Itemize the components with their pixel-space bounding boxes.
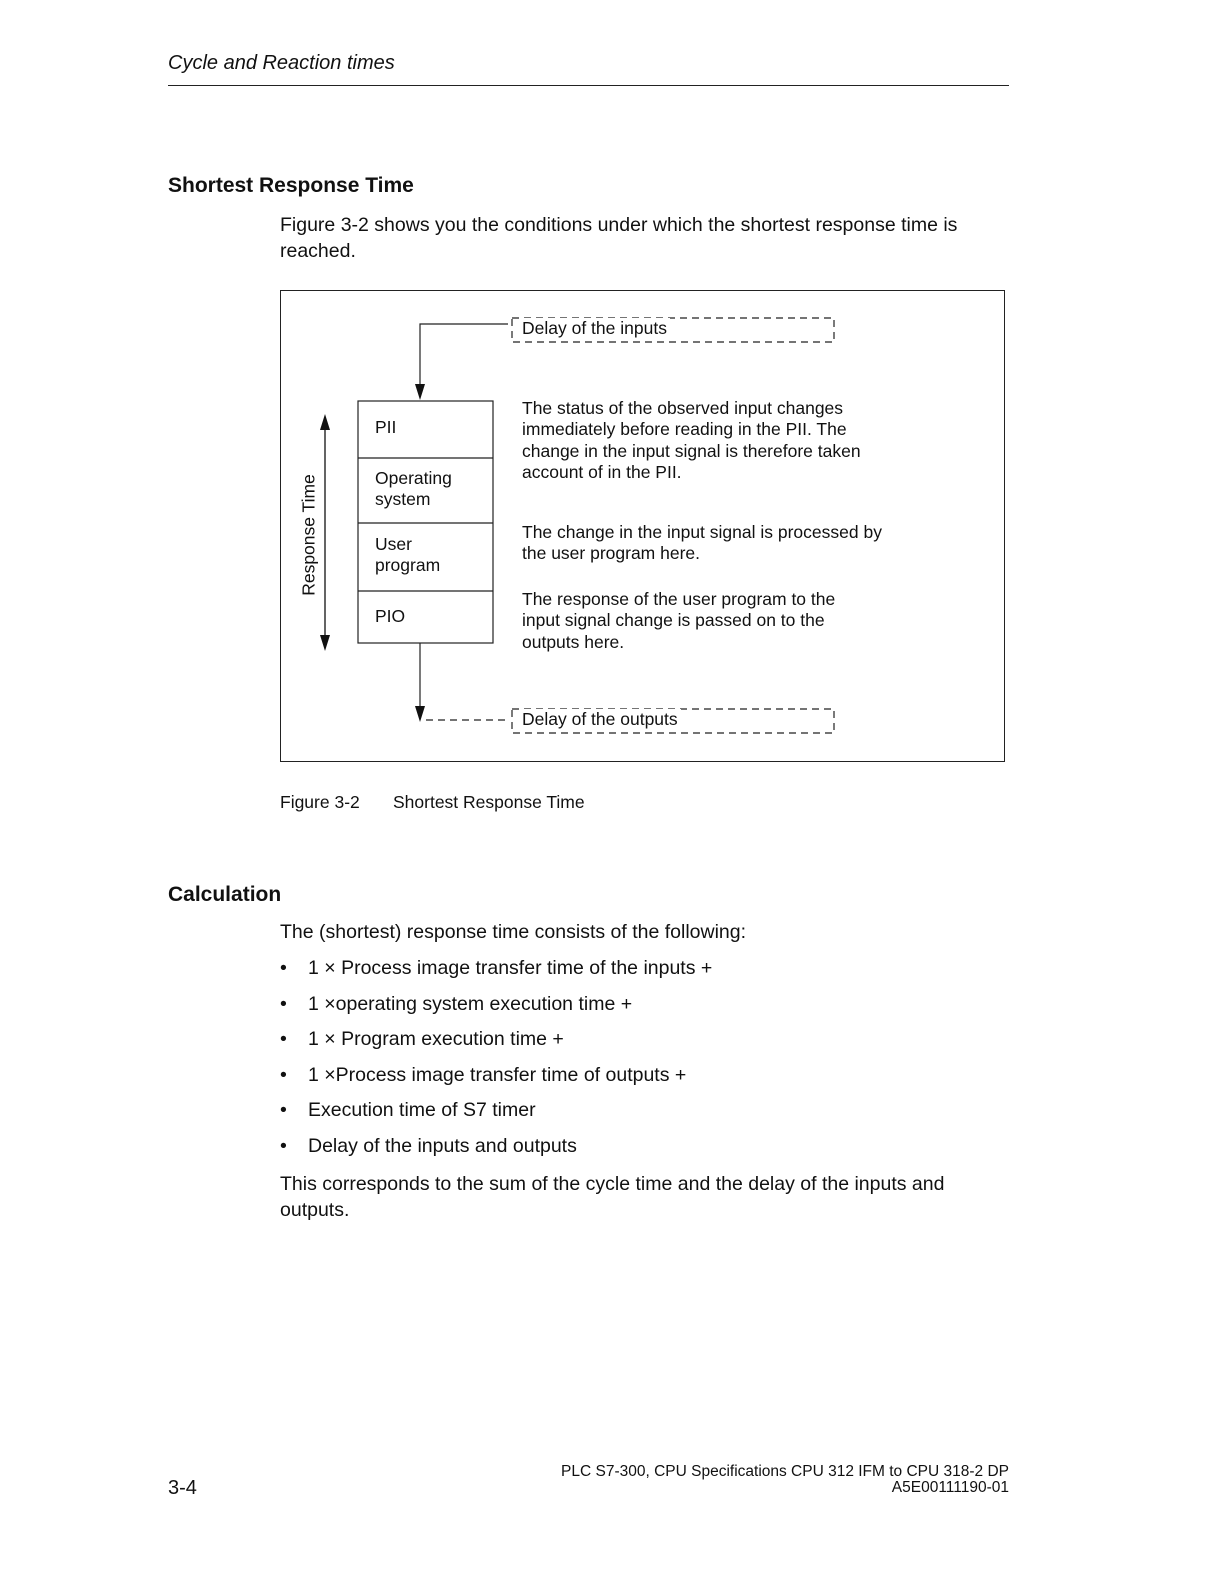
bullet-icon: • (280, 1099, 287, 1121)
output-arrowhead (415, 706, 425, 722)
description-pii: The status of the observed input changes immediately before reading in the PII. The change in the input signal is therefore taken account of in the PII. (522, 398, 861, 482)
list-item-text: Execution time of S7 timer (308, 1099, 536, 1121)
bullet-icon: • (280, 993, 287, 1015)
block-label-pio: PIO (375, 606, 406, 626)
document-code: A5E00111190-01 (891, 1479, 1009, 1496)
header-divider (168, 85, 1009, 86)
figure-caption-title: Shortest Response Time (393, 792, 585, 812)
calculation-intro: The (shortest) response time consists of the following: (280, 921, 747, 943)
page-number: 3-4 (168, 1477, 197, 1499)
input-arrowhead (415, 384, 425, 400)
description-user-program: The change in the input signal is processed by the user program here. (522, 522, 882, 564)
response-time-label: Response Time (298, 474, 319, 596)
block-label-operating-system: Operating system (375, 468, 452, 509)
block-label-pii: PII (375, 417, 397, 437)
running-header: Cycle and Reaction times (168, 52, 395, 74)
description-pio: The response of the user program to the input signal change is passed on to the outputs here. (522, 589, 836, 652)
list-item-text: 1 × Process image transfer time of the inputs + (308, 957, 713, 979)
bullet-icon: • (280, 957, 287, 979)
response-time-arrow-up (320, 414, 330, 430)
list-item-text: 1 × Program execution time + (308, 1028, 564, 1050)
document-title: PLC S7-300, CPU Specifications CPU 312 IFM to CPU 318-2 DP (561, 1463, 1009, 1480)
delay-inputs-label: Delay of the inputs (519, 318, 670, 339)
list-item-text: 1 ×Process image transfer time of outputs + (308, 1064, 687, 1086)
response-time-arrow-down (320, 635, 330, 651)
list-item-text: 1 ×operating system execution time + (308, 993, 633, 1015)
section-heading-calculation: Calculation (168, 883, 282, 906)
bullet-icon: • (280, 1064, 287, 1086)
document-reference (561, 1464, 1009, 1496)
bullet-icon: • (280, 1135, 287, 1157)
section-heading-shortest-response-time: Shortest Response Time (168, 174, 414, 197)
delay-outputs-label: Delay of the outputs (519, 709, 681, 730)
section-intro-paragraph: Figure 3-2 shows you the conditions under which the shortest response time is reached. (280, 214, 958, 262)
block-label-user-program: User program (375, 534, 441, 575)
bullet-icon: • (280, 1028, 287, 1050)
input-connector-line (420, 324, 508, 391)
calculation-conclusion: This corresponds to the sum of the cycle time and the delay of the inputs and outputs. (280, 1173, 945, 1221)
list-item-text: Delay of the inputs and outputs (308, 1135, 577, 1157)
figure-caption-number: Figure 3-2 (280, 792, 360, 812)
